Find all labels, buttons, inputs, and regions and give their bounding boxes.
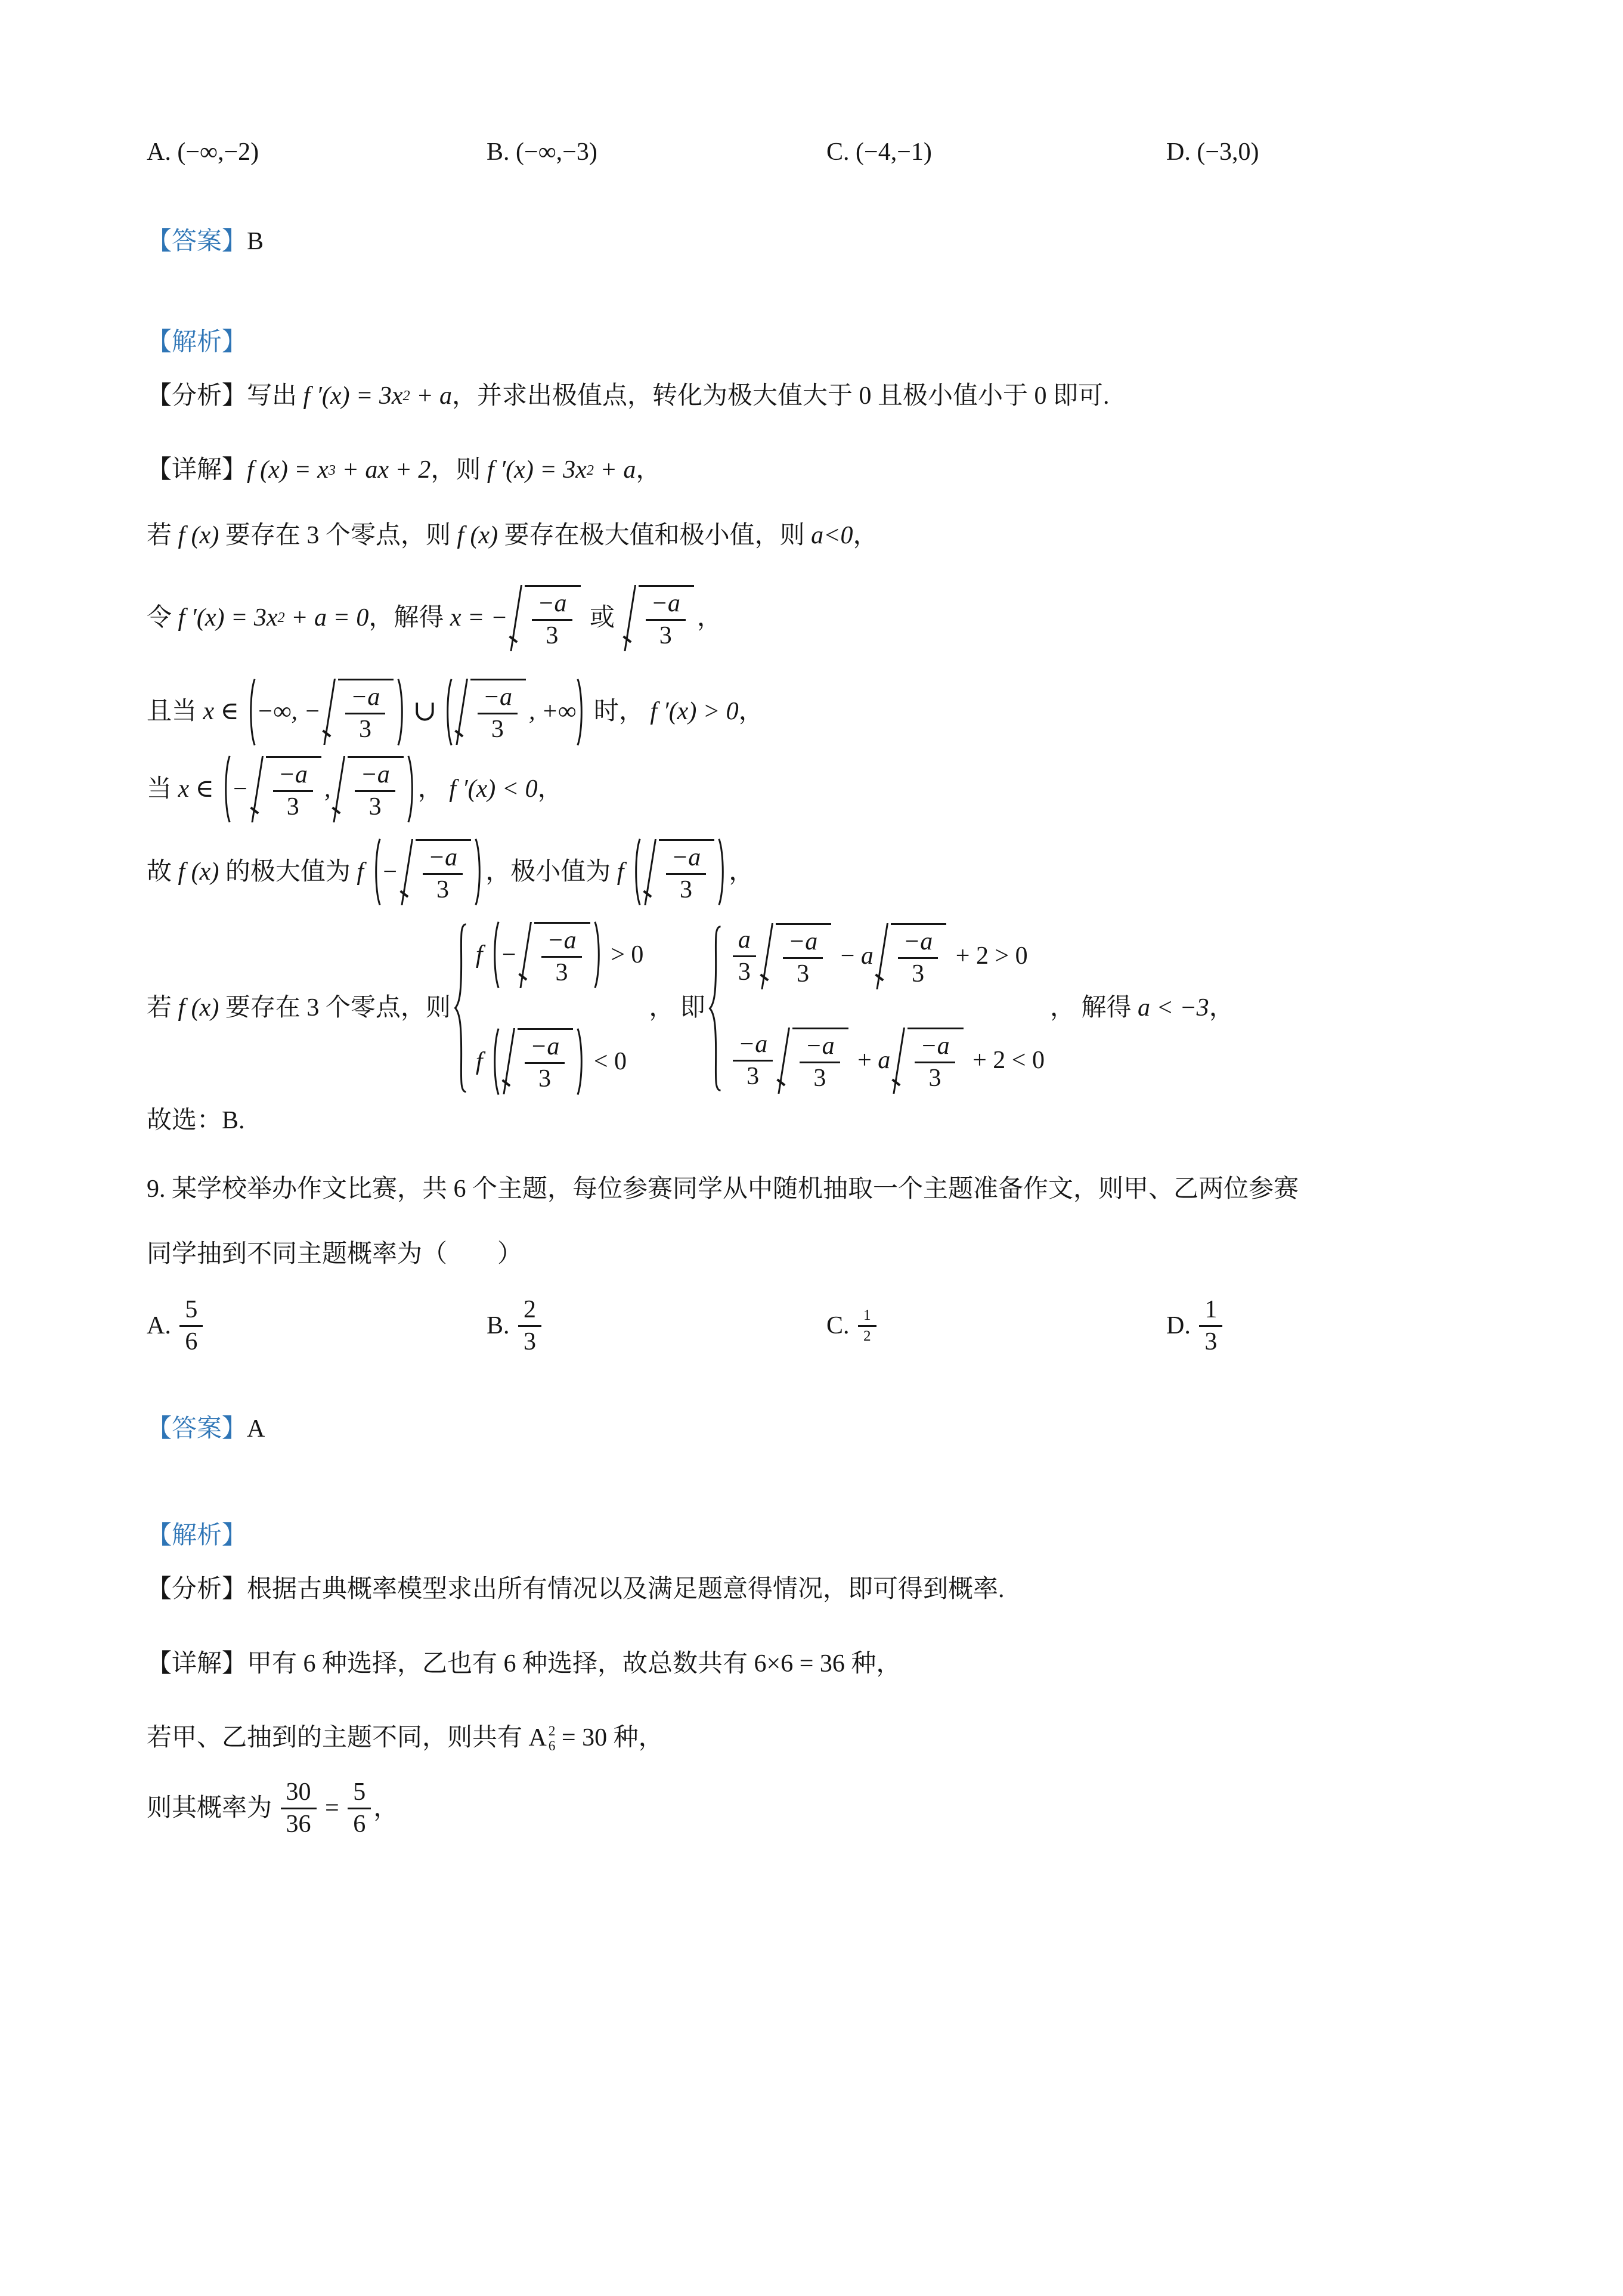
interval-group (444, 678, 586, 746)
formula-fprime: f ′(x) = 3x (487, 456, 587, 484)
formula-fprime: f ′(x) = 3x (303, 382, 403, 410)
radical-sign (503, 1028, 518, 1094)
denominator: 3 (524, 1328, 537, 1356)
denominator: 6 (353, 1810, 366, 1838)
q8-zero-line (147, 519, 1481, 552)
formula-tail: + a (593, 456, 636, 484)
radical-sqrt (876, 923, 946, 989)
detail-pre: 甲有 6 种选择，乙也有 6 种选择，故总数共有 (247, 1650, 754, 1678)
q9-explain-header (147, 1520, 1481, 1552)
function-f: f (475, 941, 489, 969)
denominator: 3 (747, 1062, 760, 1090)
denominator: 36 (286, 1810, 311, 1838)
q8-analysis-line: 【分析】 写出 f ′(x) = 3x 2 + a ，并求出极值点，转化为极大值大于 0 且极小值小于 0 即可. (147, 380, 1481, 413)
q9-analysis-line (147, 1573, 1481, 1606)
denominator: 3 (546, 621, 559, 649)
brace-left (453, 921, 469, 1096)
text: 时， (587, 698, 651, 726)
text: 且当 (147, 698, 203, 726)
text: 若甲、乙抽到的主题不同，则共有 (147, 1724, 529, 1752)
fraction-5-6 (348, 1778, 371, 1839)
formula-tail: + ax + 2 (335, 456, 431, 484)
radical-sign (510, 585, 525, 651)
denominator: 6 (185, 1328, 198, 1356)
q8-answer-value: B (247, 227, 264, 255)
radical-sign (761, 923, 776, 989)
numerator: 2 (518, 1296, 541, 1327)
paren-left (222, 755, 231, 823)
q9-options-row (147, 1296, 1481, 1356)
fraction (478, 683, 518, 744)
comma: ， (729, 858, 754, 886)
text: 故 (147, 858, 178, 886)
radical-sign (252, 756, 266, 822)
paren-right (407, 755, 416, 823)
brace-left (707, 923, 723, 1094)
formula-fx: f (x) (178, 858, 219, 886)
operator: + (851, 1046, 878, 1074)
q8-option-a (147, 136, 487, 169)
numerator: 5 (179, 1296, 203, 1327)
operator: − (834, 942, 861, 970)
fraction (525, 1033, 565, 1093)
text: ，解得 (368, 604, 450, 632)
fraction (646, 590, 686, 650)
q9-option-a (147, 1296, 487, 1356)
formula-a-lt-0: a<0 (811, 521, 853, 549)
denominator: 3 (797, 960, 810, 988)
q8-interval-line-1 (147, 678, 1481, 746)
q9-option-c-fraction (858, 1307, 876, 1345)
paren-group (372, 838, 484, 906)
subscript: 6 (548, 1737, 556, 1753)
q8-system-line (147, 921, 1481, 1096)
q9-option-b-fraction (518, 1296, 541, 1356)
system-row-1 (476, 921, 644, 989)
text: 若 (147, 521, 178, 549)
permutation-symbol: A (528, 1724, 547, 1752)
text: 则其概率为 (147, 1794, 278, 1822)
text: 令 (147, 604, 178, 632)
q9-option-c-label: C. (826, 1312, 856, 1340)
radical-sign (778, 1028, 792, 1094)
paren-left (444, 678, 453, 746)
radical-sign (401, 839, 416, 905)
q9-answer-line (147, 1413, 1481, 1446)
denominator: 3 (491, 716, 504, 744)
interval-left-part: −∞, − (256, 698, 321, 726)
analysis-label: 【分析】 (147, 1576, 247, 1604)
q8-answer-line (147, 225, 1481, 258)
denominator: 3 (359, 716, 372, 744)
q9-option-a-label: A. (147, 1312, 178, 1340)
function-f: f (617, 858, 630, 886)
radical-sign (893, 1028, 907, 1094)
q9-option-d (1166, 1296, 1225, 1356)
result-a-lt-neg3: a < −3 (1138, 994, 1209, 1022)
comparison: < 0 (587, 1047, 627, 1075)
paren-right (474, 838, 484, 906)
system-group-1 (453, 921, 648, 1096)
formula-fprime: f ′(x) = 3x (178, 604, 278, 632)
q9-stem-line-1 (147, 1173, 1481, 1206)
numerator: 1 (1199, 1296, 1222, 1327)
detail-label: 【详解】 (147, 1650, 247, 1678)
numerator: −a (355, 761, 395, 792)
radical-sqrt (456, 679, 526, 745)
q8-option-d (1166, 136, 1259, 169)
radical-sign (520, 922, 534, 988)
denominator: 3 (286, 793, 299, 821)
minus-sign: − (381, 858, 398, 886)
q8-choose-line (147, 1104, 1481, 1137)
radical-sqrt (520, 922, 590, 988)
radical-sign (456, 679, 470, 745)
equals-sign: = (318, 1794, 346, 1822)
answer-label: 【答案】 (147, 227, 247, 255)
denominator: 3 (1204, 1328, 1218, 1356)
q8-explain-header (147, 326, 1481, 359)
detail-mid: ，则 (430, 456, 487, 484)
formula-fx: f (x) (457, 521, 498, 549)
q8-option-b (487, 136, 826, 169)
fraction (783, 928, 823, 988)
radical-sign (624, 585, 639, 651)
numerator: −a (646, 590, 686, 621)
explain-label: 【解析】 (147, 329, 247, 357)
comma: ， (636, 456, 661, 484)
permutation-scripts (549, 1723, 556, 1752)
paren-left (372, 838, 382, 906)
text: ， 即 (649, 994, 705, 1022)
q8-detail-line: 【详解】 f (x) = x 3 + ax + 2 ，则 f ′(x) = 3x 2 + a ， (147, 454, 1481, 487)
q9-option-c (826, 1307, 1166, 1345)
radical-sqrt (252, 756, 321, 822)
text: 的极大值为 (219, 858, 357, 886)
formula-x-in: x ∈ (203, 698, 246, 726)
numerator: −a (345, 683, 385, 714)
q9-option-b-label: B. (487, 1312, 516, 1340)
numerator: −a (666, 844, 706, 875)
comma: ， (1209, 994, 1234, 1022)
comma-sep: , (324, 775, 331, 803)
q8-option-c-label: C. (826, 138, 856, 166)
radical-sqrt (778, 1028, 848, 1094)
equation-6x6: 6×6 = 36 (754, 1650, 845, 1678)
paren-right (593, 921, 603, 989)
radical-sqrt (645, 839, 714, 905)
q8-option-d-label: D. (1166, 138, 1197, 166)
denominator: 3 (538, 1065, 552, 1093)
numerator: −a (898, 928, 938, 959)
tail: + 2 > 0 (949, 942, 1028, 970)
formula-fx-cubic: f (x) = x (247, 456, 329, 484)
fraction (355, 761, 395, 821)
denominator: 3 (555, 959, 568, 987)
q8-option-c (826, 136, 1166, 169)
formula-tail: + a = 0 (284, 604, 369, 632)
radical-sign (645, 839, 659, 905)
q8-option-a-label: A. (147, 138, 178, 166)
text: ，极小值为 (485, 858, 617, 886)
formula-fprime-lt0: f ′(x) < 0 (449, 775, 538, 803)
detail-label: 【详解】 (147, 456, 247, 484)
denominator: 3 (912, 960, 925, 988)
numerator: −a (541, 927, 581, 958)
analysis-pre: 写出 (247, 382, 303, 410)
paren-left (632, 838, 642, 906)
fraction (800, 1032, 840, 1093)
tail: + 2 < 0 (966, 1046, 1045, 1074)
denominator: 3 (738, 958, 751, 986)
explain-label: 【解析】 (147, 1522, 247, 1550)
comparison: > 0 (604, 941, 644, 969)
q8-option-c-value: (−4,−1) (856, 138, 932, 166)
superscript: 2 (548, 1723, 556, 1739)
analysis-post: ，并求出极值点，转化为极大值大于 0 且极小值小于 0 即可. (452, 382, 1110, 410)
radical-sqrt (893, 1028, 963, 1094)
numerator: 5 (348, 1778, 371, 1809)
text: 若 (147, 994, 178, 1022)
q9-answer-value: A (247, 1415, 265, 1443)
numerator: −a (525, 1033, 565, 1064)
numerator: −a (273, 761, 313, 792)
answer-label: 【答案】 (147, 1415, 247, 1443)
denominator: 3 (368, 793, 382, 821)
radical-sign (324, 679, 338, 745)
numerator: −a (800, 1032, 840, 1063)
numerator: 1 (858, 1307, 876, 1327)
paren-left (491, 921, 500, 989)
formula-fx: f (x) (178, 994, 219, 1022)
text: 要存在 3 个零点，则 (219, 994, 451, 1022)
radical-sign (333, 756, 348, 822)
formula-fprime-gt0: f ′(x) > 0 (650, 698, 739, 726)
q9-option-b (487, 1296, 826, 1356)
text: 要存在极大值和极小值，则 (498, 521, 811, 549)
q8-option-a-value: (−∞,−2) (177, 138, 259, 166)
paren-left (491, 1028, 500, 1096)
q8-interval-line-2 (147, 755, 1481, 823)
interval-right-part: , +∞ (529, 698, 577, 726)
q8-option-b-label: B. (487, 138, 516, 166)
q9-option-a-fraction (179, 1296, 203, 1356)
q9-stem-line-2 (147, 1238, 1481, 1271)
q9-option-d-label: D. (1166, 1312, 1197, 1340)
comma: ， (738, 698, 764, 726)
variable-a: a (860, 942, 874, 970)
fraction (666, 844, 706, 904)
fraction (532, 590, 572, 650)
fraction (541, 927, 581, 987)
denominator: 3 (659, 621, 672, 649)
system-row-2 (476, 1028, 644, 1096)
radical-sqrt (510, 585, 580, 651)
q8-extreme-line (147, 838, 1481, 906)
q8-options-row (147, 136, 1481, 169)
analysis-label: 【分析】 (147, 382, 247, 410)
radical-sqrt (624, 585, 694, 651)
numerator: −a (783, 928, 823, 959)
text: 当 (147, 775, 178, 803)
q8-solve-line: 令 f ′(x) = 3x 2 + a = 0 ，解得 x = − $\frac{-a}{3}$ 或 $\frac{-a}{3}$ ， (147, 585, 1481, 651)
minus-sign: − (231, 775, 249, 803)
stem-text: 9. 某学校举办作文比赛，共 6 个主题，每位参赛同学从中随机抽取一个主题准备作文，则甲、乙两位参赛 (147, 1175, 1299, 1203)
q9-detail-line (147, 1648, 1481, 1681)
formula-tail: + a (410, 382, 453, 410)
q9-perm-line (147, 1722, 1481, 1755)
system-row-1 (730, 923, 1045, 989)
q8-option-d-value: (−3,0) (1197, 138, 1259, 166)
formula-x-eq: x = − (450, 604, 508, 632)
q8-option-b-value: (−∞,−3) (516, 138, 597, 166)
q9-option-d-fraction (1199, 1296, 1222, 1356)
denominator: 3 (436, 875, 450, 903)
minus-sign: − (500, 941, 518, 969)
q9-prob-line (147, 1778, 1481, 1839)
paren-right (576, 678, 586, 746)
numerator: 30 (281, 1778, 317, 1809)
radical-sqrt (503, 1028, 573, 1094)
union-symbol: ∪ (413, 695, 437, 728)
denominator: 3 (928, 1064, 941, 1092)
radical-sqrt (401, 839, 471, 905)
choose-text: 故选：B. (147, 1107, 245, 1135)
interval-group (222, 755, 416, 823)
comma: ， (537, 775, 563, 803)
fraction-a-over-3 (733, 926, 756, 986)
paren-group (632, 838, 727, 906)
fraction-nega-over-3 (733, 1031, 773, 1091)
interval-group (247, 678, 406, 746)
system-row-2 (730, 1028, 1045, 1094)
equals-30: = 30 (555, 1724, 608, 1752)
comma: ， (373, 1794, 399, 1822)
radical-sign (876, 923, 891, 989)
radical-sqrt (333, 756, 403, 822)
variable-a: a (878, 1046, 891, 1074)
fraction (898, 928, 938, 988)
text: ， (417, 775, 450, 803)
text: ， 解得 (1049, 994, 1138, 1022)
fraction (915, 1032, 955, 1093)
paren-right (717, 838, 727, 906)
fraction (345, 683, 385, 744)
text: 要存在 3 个零点，则 (219, 521, 457, 549)
numerator: −a (915, 1032, 955, 1063)
radical-sqrt (324, 679, 394, 745)
text: 种， (607, 1724, 664, 1752)
denominator: 3 (813, 1064, 826, 1092)
numerator: −a (478, 683, 518, 714)
fraction (423, 844, 463, 904)
paren-right (397, 678, 406, 746)
paren-left (247, 678, 256, 746)
numerator: −a (423, 844, 463, 875)
function-f: f (357, 858, 370, 886)
paren-right (576, 1028, 586, 1096)
denominator: 2 (863, 1328, 871, 1344)
numerator: −a (532, 590, 572, 621)
analysis-text: 根据古典概率模型求出所有情况以及满足题意得情况，即可得到概率. (247, 1576, 1005, 1604)
fraction-30-36 (281, 1778, 317, 1839)
numerator: a (733, 926, 756, 957)
fraction (273, 761, 313, 821)
radical-sqrt (761, 923, 831, 989)
function-f: f (475, 1047, 489, 1075)
comma: ， (696, 604, 722, 632)
formula-fx: f (x) (178, 521, 219, 549)
formula-x-in: x ∈ (178, 775, 221, 803)
comma: ， (853, 521, 878, 549)
detail-tail: 种， (844, 1650, 902, 1678)
or-word: 或 (583, 604, 621, 632)
denominator: 3 (680, 875, 693, 903)
numerator: −a (733, 1031, 773, 1062)
stem-text: 同学抽到不同主题概率为（ ） (147, 1240, 523, 1268)
system-group-2 (707, 923, 1048, 1094)
